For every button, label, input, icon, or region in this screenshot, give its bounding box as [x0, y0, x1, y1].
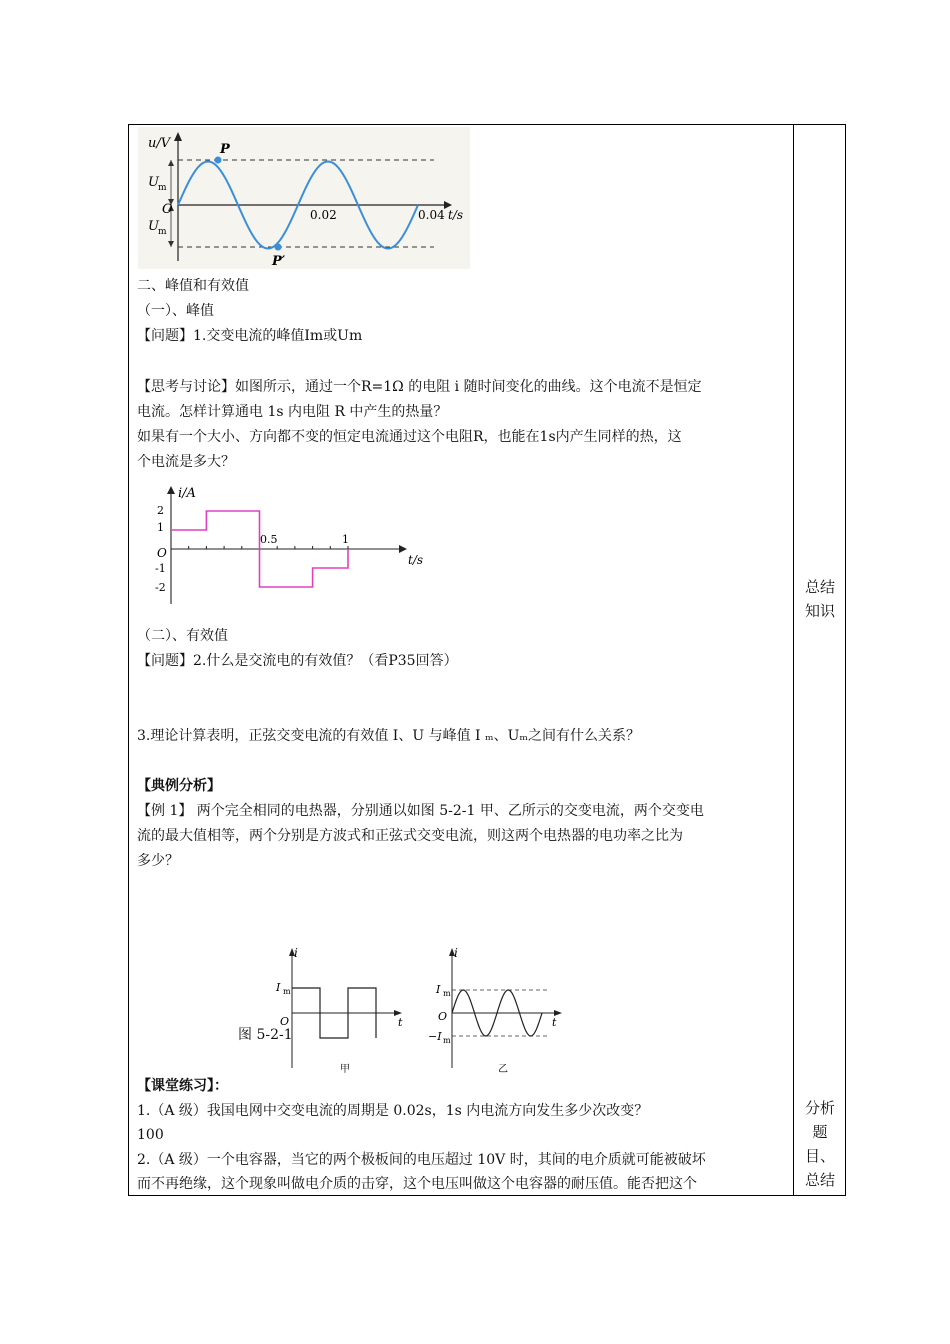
side-note-line: 总结 [804, 1171, 835, 1189]
um-lower-label: U [148, 219, 159, 234]
question-3: 3.理论计算表明，正弦交变电流的有效值 I、U 与峰值 I ₘ、Uₘ之间有什么关系？ [137, 728, 640, 744]
side-note-line: 题 [812, 1123, 828, 1141]
square-i-label: i [294, 946, 298, 960]
think-discuss-line-2: 电流。怎样计算通电 1s 内电阻 R 中产生的热量？ [137, 404, 448, 420]
sine-tick-004: 0.04 [418, 208, 445, 222]
question-2: 【问题】2.什么是交流电的有效值？（看P35回答） [137, 653, 458, 669]
step-y-tick-neg1: -1 [155, 562, 166, 575]
figure-caption: 图 5-2-1 [238, 1027, 293, 1043]
point-p-prime-label: P′ [272, 254, 286, 269]
practice-2-line-2: 而不再绝缘，这个现象叫做电介质的击穿，这个电压叫做这个电容器的耐压值。能否把这个 [137, 1176, 697, 1192]
think-discuss-line-1: 【思考与讨论】如图所示，通过一个R=1Ω 的电阻 i 随时间变化的曲线。这个电流不是恒定 [137, 379, 702, 395]
column-divider [793, 124, 794, 1196]
practice-1: 1.（A 级）我国电网中交变电流的周期是 0.02s，1s 内电流方向发生多少次改变？ [137, 1103, 649, 1119]
square-panel-name: 甲 [340, 1064, 350, 1075]
section-2-title: 二、峰值和有效值 [137, 278, 249, 294]
question-1: 【问题】1.交变电流的峰值Im或Um [137, 328, 363, 344]
square-im-sub: m [283, 987, 291, 996]
practice-heading: 【课堂练习】： [137, 1078, 228, 1094]
step-y-axis-label: i/A [178, 486, 196, 501]
step-x-tick-05: 0.5 [260, 533, 278, 546]
figure-5-2-1 [230, 940, 570, 1080]
square-origin-label: O [280, 1015, 290, 1028]
think-discuss-line-3: 如果有一个大小、方向都不变的恒定电流通过这个电阻R，也能在1s内产生同样的热，这 [137, 429, 682, 445]
side-note-summary [798, 575, 842, 623]
sine-t-label: t [552, 1016, 557, 1029]
sine-im-sub: m [443, 989, 451, 998]
step-origin-label: O [157, 546, 167, 560]
side-note-line: 知识 [804, 602, 835, 620]
step-y-tick-neg2: -2 [155, 581, 166, 594]
sine-y-axis-label: u/V [148, 136, 171, 151]
side-note-line: 总结 [804, 578, 835, 596]
example-1-line-3: 多少？ [137, 853, 179, 869]
square-t-label: t [398, 1016, 403, 1029]
side-note-line: 目、 [804, 1147, 835, 1165]
sine-x-axis-label: t/s [448, 208, 464, 222]
think-discuss-line-4: 个电流是多大？ [137, 454, 235, 470]
point-p-prime-marker [275, 244, 282, 251]
sine-origin-label: O [162, 202, 173, 217]
step-y-tick-1: 1 [157, 521, 164, 534]
step-x-tick-1: 1 [342, 533, 349, 546]
example-1-line-1: 【例 1】 两个完全相同的电热器，分别通以如图 5-2-1 甲、乙所示的交变电流，两个交变电 [137, 803, 704, 819]
side-note-line: 分析 [804, 1099, 835, 1117]
um-upper-sub: m [158, 183, 167, 193]
sine-i-label: i [454, 946, 458, 960]
sine-tick-002: 0.02 [310, 208, 337, 222]
square-im-label: I [276, 981, 281, 994]
practice-1-answer: 100 [137, 1127, 164, 1143]
um-upper-label: U [148, 175, 159, 190]
side-note-analysis [798, 1096, 842, 1192]
sine-im-label: I [436, 983, 441, 996]
sine-neg-im-sub: m [443, 1036, 451, 1045]
practice-2-line-1: 2.（A 级）一个电容器，当它的两个极板间的电压超过 10V 时，其间的电介质就可能被破坏 [137, 1152, 706, 1168]
sine-origin-small-label: O [438, 1010, 448, 1023]
sine-neg-im-label: −I [428, 1030, 442, 1043]
subsection-peak-title: （一）、峰值 [137, 303, 214, 319]
um-lower-sub: m [158, 227, 167, 237]
subsection-rms-title: （二）、有效值 [137, 628, 228, 644]
step-current-figure [145, 484, 435, 608]
example-heading: 【典例分析】 [137, 778, 221, 794]
sine-voltage-figure [138, 127, 470, 269]
example-1-line-2: 流的最大值相等，两个分别是方波式和正弦式交变电流，则这两个电热器的电功率之比为 [137, 828, 683, 844]
point-p-label: P [220, 142, 230, 157]
sine-panel-name: 乙 [498, 1064, 508, 1075]
step-y-tick-2: 2 [157, 504, 164, 517]
step-x-axis-label: t/s [408, 553, 424, 567]
point-p-marker [215, 157, 222, 164]
